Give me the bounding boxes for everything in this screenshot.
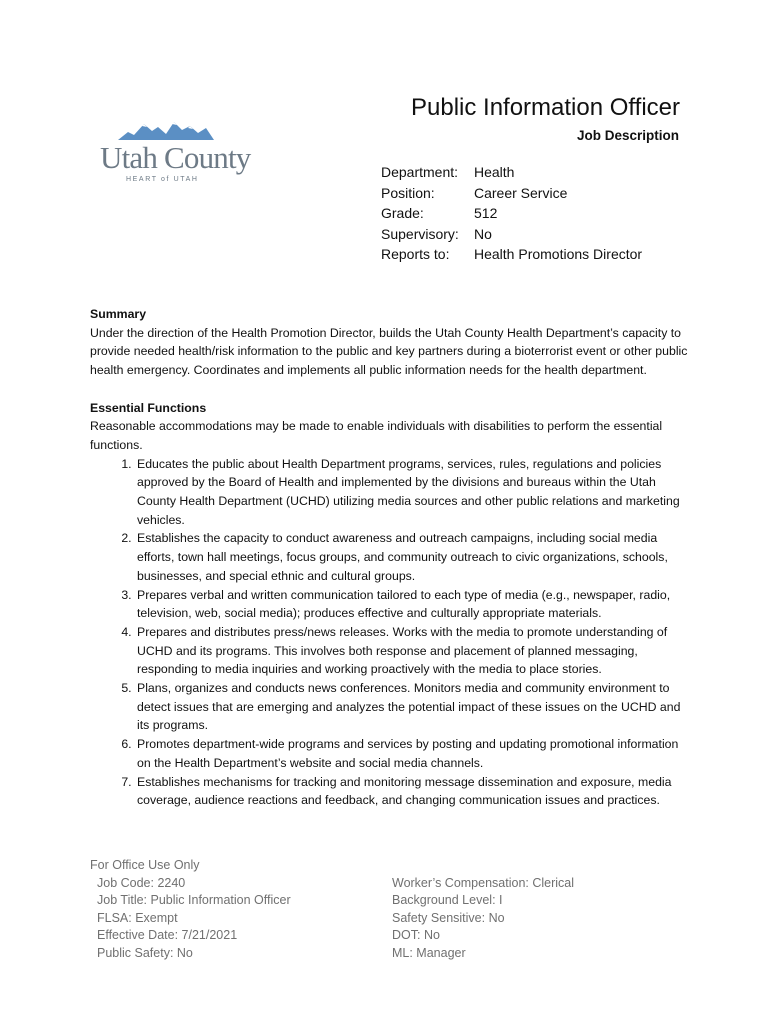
job-content xyxy=(90,305,690,810)
meta-row xyxy=(381,162,642,183)
meta-row xyxy=(381,183,642,204)
meta-key: Supervisory: xyxy=(381,225,459,242)
meta-key: Department: xyxy=(381,164,459,180)
office-field: Effective Date: 7/21/2021 xyxy=(97,928,238,943)
list-item: 1. Educates the public about Health Department programs, services, rules, regulations and policies approved by the Board of Health and implemented by the divisions and bureaus within the Utah County Health Department (UCHD) utilizing media sources and other public relations and marketing vehicles. xyxy=(135,455,690,530)
mountains-icon xyxy=(118,120,214,142)
office-field: Background Level: I xyxy=(392,893,503,908)
logo-name: Utah County xyxy=(100,140,251,175)
section-gap xyxy=(90,380,690,399)
list-item: 7. Establishes mechanisms for tracking and monitoring message dissemination and exposure, media coverage, audience reactions and feedback, and changing communication issues and practices. xyxy=(135,773,690,810)
essential-functions-heading: Essential Functions xyxy=(90,400,207,415)
logo-tagline: HEART of UTAH xyxy=(126,176,199,183)
list-item: 6. Promotes department-wide programs and services by posting and updating promotional information on the Health Department’s website and social media channels. xyxy=(135,735,690,772)
utah-county-logo xyxy=(98,120,251,183)
summary-text: Under the direction of the Health Promotion Director, builds the Utah County Health Department’s capacity to provide needed health/risk information to the public and key partners during a bioterrorist event or other public health emergency. Coordinates and implements all public information needs for the health department. xyxy=(90,325,688,378)
office-field: DOT: No xyxy=(392,928,440,943)
office-field: FLSA: Exempt xyxy=(97,910,178,925)
meta-value: No xyxy=(474,225,492,242)
essential-functions-list xyxy=(90,455,690,810)
meta-key: Grade: xyxy=(381,205,424,221)
page-title: Public Information Officer xyxy=(410,94,680,121)
office-field: Worker’s Compensation: Clerical xyxy=(392,875,575,890)
office-field: Job Title: Public Information Officer xyxy=(97,893,291,908)
office-left-column xyxy=(90,875,392,963)
office-field: Safety Sensitive: No xyxy=(392,910,505,925)
page-subtitle: Job Description xyxy=(576,128,679,143)
meta-row xyxy=(381,224,642,245)
office-field: ML: Manager xyxy=(392,945,466,960)
list-item: 4. Prepares and distributes press/news releases. Works with the media to promote understanding of UCHD and its programs. This involves both response and placement of planned messaging, responding to media inquiries and working proactively with the media to place stories. xyxy=(135,623,690,679)
office-right-column xyxy=(392,875,574,963)
office-field: Public Safety: No xyxy=(97,945,193,960)
list-item: 3. Prepares verbal and written communication tailored to each type of media (e.g., newspaper, radio, television, web, social media); produces effective and culturally appropriate materials. xyxy=(135,586,690,623)
meta-key: Reports to: xyxy=(381,246,450,262)
meta-value: Health Promotions Director xyxy=(474,246,643,262)
essential-functions-intro: Reasonable accommodations may be made to enable individuals with disabilities to perform the essential functions. xyxy=(90,419,663,452)
list-item: 5. Plans, organizes and conducts news conferences. Monitors media and community environment to detect issues that are emerging and analyzes the potential impact of these issues on the UCHD and its programs. xyxy=(135,679,690,735)
job-meta xyxy=(381,162,642,265)
meta-value: Health xyxy=(474,164,515,180)
list-item: 2. Establishes the capacity to conduct awareness and outreach campaigns, including social media efforts, town hall meetings, focus groups, and community outreach to civic organizations, schools, businesses, and special ethnic and cultural groups. xyxy=(135,529,690,585)
summary-heading: Summary xyxy=(90,307,147,321)
office-field: Job Code: 2240 xyxy=(97,875,186,890)
meta-key: Position: xyxy=(381,184,435,201)
meta-value: 512 xyxy=(474,205,498,221)
meta-value: Career Service xyxy=(474,184,568,201)
office-use-footer xyxy=(90,857,710,963)
meta-row xyxy=(381,203,642,224)
meta-row xyxy=(381,244,642,265)
office-use-title: For Office Use Only xyxy=(90,858,200,872)
